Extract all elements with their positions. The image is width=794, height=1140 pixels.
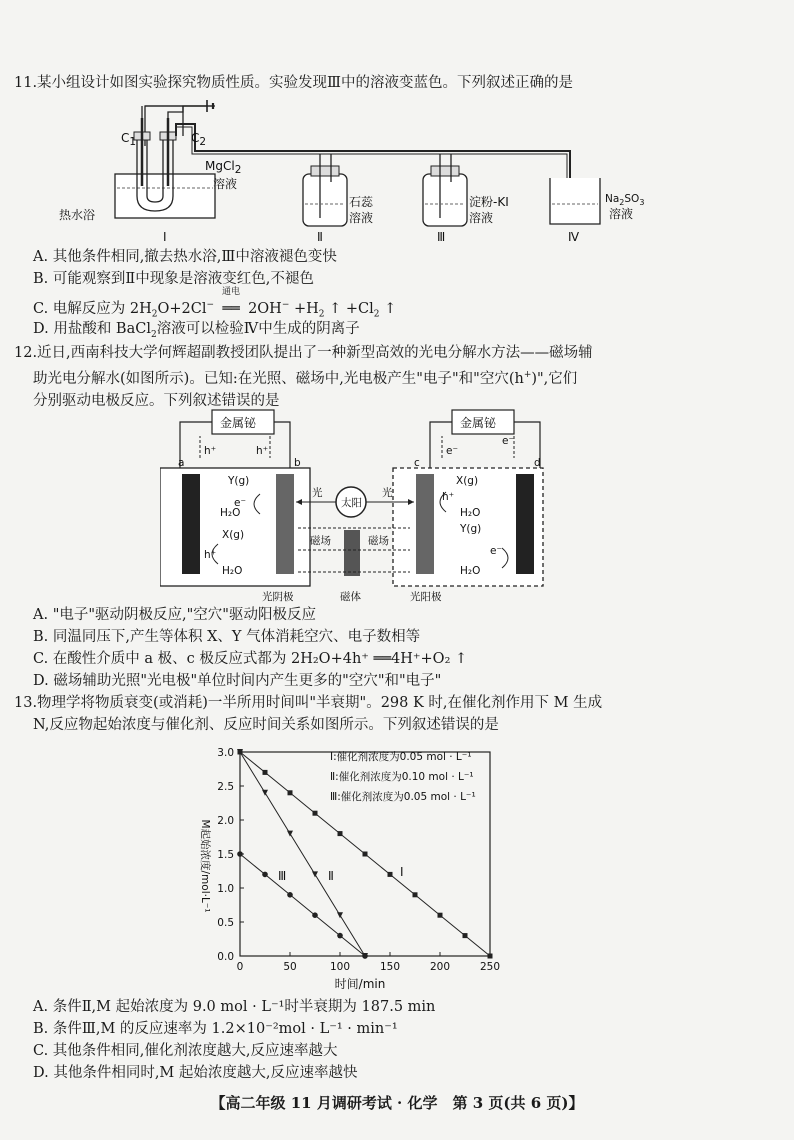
svg-text:溶液: 溶液 (213, 177, 238, 191)
q12-option-b: B. 同温同压下,产生等体积 X、Y 气体消耗空穴、电子数相等 (33, 629, 421, 645)
svg-text:石蕊: 石蕊 (349, 195, 374, 209)
svg-text:热水浴: 热水浴 (59, 208, 96, 222)
data-point-series-1 (363, 852, 368, 857)
svg-text:溶液: 溶液 (349, 211, 374, 225)
data-point-series-1 (338, 831, 343, 836)
svg-text:h⁺: h⁺ (256, 445, 269, 457)
bottle-iii (423, 174, 467, 226)
beaker-iv (550, 178, 600, 224)
data-point-series-3 (312, 912, 318, 918)
q12-option-d: D. 磁场辅助光照"光电极"单位时间内产生更多的"空穴"和"电子" (33, 673, 442, 689)
q12-option-c: C. 在酸性介质中 a 极、c 极反应式都为 2H₂O+4h⁺ ══4H⁺+O₂ ↑ (33, 651, 468, 667)
data-point-series-1 (313, 811, 318, 816)
data-point-series-3 (262, 872, 268, 878)
svg-text:光阴极: 光阴极 (262, 591, 294, 603)
series-label-I: Ⅰ (400, 865, 404, 879)
series-line-3 (240, 854, 365, 956)
svg-text:磁场: 磁场 (310, 535, 331, 547)
data-point-series-3 (287, 892, 293, 898)
svg-text:a: a (178, 457, 185, 469)
svg-text:h⁺: h⁺ (442, 491, 455, 503)
bottle-ii (303, 174, 347, 226)
q12-photoelectrolysis-figure (160, 408, 580, 604)
svg-text:h⁺: h⁺ (204, 549, 217, 561)
legend-item-2: Ⅱ:催化剂浓度为0.10 mol · L⁻¹ (330, 771, 474, 783)
svg-text:d: d (534, 457, 541, 469)
svg-text:C2: C2 (191, 131, 207, 148)
data-point-series-2 (262, 790, 268, 796)
svg-text:Ⅲ: Ⅲ (437, 230, 446, 244)
svg-text:溶液: 溶液 (469, 211, 494, 225)
y-tick-label: 0.0 (217, 951, 234, 963)
svg-text:Y(g): Y(g) (228, 475, 250, 487)
svg-text:磁场: 磁场 (368, 535, 389, 547)
data-point-series-3 (362, 953, 368, 959)
x-tick-label: 0 (236, 961, 244, 973)
svg-text:H₂O: H₂O (222, 565, 243, 577)
q12-stem: 12.近日,西南科技大学何辉超副教授团队提出了一种新型高效的光电分解水方法——磁场辅 助光电分解水(如图所示)。已知:在光照、磁场中,光电极产生"电子"和"空穴(h+)",它们 分别驱动电极反应。下列叙述错误的是 (14, 345, 593, 409)
x-tick-label: 100 (329, 961, 351, 973)
svg-text:Ⅳ: Ⅳ (568, 230, 580, 244)
q13-stem: 13.物理学将物质衰变(或消耗)一半所用时间叫"半衰期"。298 K 时,在催化剂作用下 M 生成 N,反应物起始浓度与催化剂、反应时间关系如图所示。下列叙述错误的是 (14, 695, 603, 733)
q13-option-c: C. 其他条件相同,催化剂浓度越大,反应速率越大 (33, 1043, 338, 1059)
svg-text:H₂O: H₂O (220, 507, 241, 519)
data-point-series-1 (463, 933, 468, 938)
svg-text:溶液: 溶液 (609, 207, 634, 221)
svg-text:MgCl2: MgCl2 (205, 159, 242, 176)
q13-option-b: B. 条件Ⅲ,M 的反应速率为 1.2×10⁻²mol · L⁻¹ · min⁻¹ (33, 1021, 398, 1037)
data-point-series-1 (263, 770, 268, 775)
svg-text:光: 光 (382, 487, 393, 499)
legend-item-3: Ⅲ:催化剂浓度为0.05 mol · L⁻¹ (330, 791, 476, 803)
data-point-series-3 (337, 933, 343, 939)
svg-text:X(g): X(g) (456, 475, 479, 487)
svg-text:e⁻: e⁻ (234, 497, 247, 509)
data-point-series-2 (337, 912, 343, 918)
svg-text:Y(g): Y(g) (460, 523, 482, 535)
data-point-series-1 (288, 790, 293, 795)
q11-option-b: B. 可能观察到Ⅱ中现象是溶液变红色,不褪色 (33, 271, 314, 287)
svg-text:淀粉-KI: 淀粉-KI (469, 195, 509, 209)
svg-text:Ⅰ: Ⅰ (163, 230, 167, 244)
svg-text:H₂O: H₂O (460, 565, 481, 577)
data-point-series-2 (312, 871, 318, 877)
svg-text:C1: C1 (121, 131, 137, 148)
series-label-III: Ⅲ (278, 869, 287, 883)
q13-option-d: D. 其他条件相同时,M 起始浓度越大,反应速率越快 (33, 1065, 358, 1081)
y-tick-label: 2.0 (217, 815, 234, 827)
svg-text:e⁻: e⁻ (490, 545, 503, 557)
x-axis-label: 时间/min (334, 977, 386, 991)
q11-apparatus-figure (55, 96, 695, 246)
q11-option-d: D. 用盐酸和 BaCl$_2$溶液可以检验Ⅳ中生成的阴离子 (33, 321, 360, 340)
svg-text:c: c (414, 457, 420, 469)
q13-concentration-chart (190, 736, 520, 992)
data-point-series-2 (287, 831, 293, 837)
series-label-II: Ⅱ (328, 869, 334, 883)
q11-stem: 11.某小组设计如图实验探究物质性质。实验发现Ⅲ中的溶液变蓝色。下列叙述正确的是 (14, 75, 574, 91)
svg-text:光: 光 (312, 487, 323, 499)
q12-option-a: A. "电子"驱动阴极反应,"空穴"驱动阳极反应 (33, 607, 316, 623)
data-point-series-3 (237, 851, 243, 857)
data-point-series-1 (488, 954, 493, 959)
x-tick-label: 200 (429, 961, 451, 973)
hot-water-bath (115, 174, 215, 218)
x-tick-label: 150 (379, 961, 401, 973)
svg-text:Na2SO3: $Na_2SO_3$ (605, 193, 645, 207)
svg-text:金属铋: 金属铋 (460, 416, 497, 430)
svg-text:磁体: 磁体 (340, 591, 361, 603)
svg-text:e⁻: e⁻ (502, 435, 515, 447)
q13-option-a: A. 条件Ⅱ,M 起始浓度为 9.0 mol · L⁻¹时半衰期为 187.5 min (33, 999, 436, 1015)
q11-option-c: C. 电解反应为 $2H_2O+2Cl^-$ 通电 ══ $2OH^- +H_2$ ↑ $+Cl_2$ ↑ (33, 286, 397, 320)
legend-item-1: Ⅰ:催化剂浓度为0.05 mol · L⁻¹ (330, 751, 472, 763)
electrode-b (276, 474, 294, 574)
svg-text:Ⅱ: Ⅱ (317, 230, 323, 244)
y-tick-label: 2.5 (217, 781, 234, 793)
svg-text:e⁻: e⁻ (446, 445, 459, 457)
svg-text:光阳极: 光阳极 (410, 591, 442, 603)
data-point-series-1 (438, 913, 443, 918)
svg-text:金属铋: 金属铋 (220, 416, 257, 430)
q11-option-a: A. 其他条件相同,撤去热水浴,Ⅲ中溶液褪色变快 (33, 249, 337, 265)
svg-text:H₂O: H₂O (460, 507, 481, 519)
magnet (344, 530, 360, 576)
svg-text:h⁺: h⁺ (204, 445, 217, 457)
svg-text:b: b (294, 457, 301, 469)
y-tick-label: 0.5 (217, 917, 234, 929)
y-tick-label: 3.0 (217, 747, 234, 759)
electrode-c (416, 474, 434, 574)
electrode-d (516, 474, 534, 574)
y-tick-label: 1.0 (217, 883, 234, 895)
y-axis-label: M起始浓度/mol·L⁻¹ (199, 819, 211, 913)
data-point-series-1 (388, 872, 393, 877)
x-tick-label: 250 (479, 961, 501, 973)
electrode-a (182, 474, 200, 574)
x-tick-label: 50 (283, 961, 297, 973)
y-tick-label: 1.5 (217, 849, 234, 861)
svg-text:X(g): X(g) (222, 529, 245, 541)
data-point-series-1 (413, 892, 418, 897)
svg-text:太阳: 太阳 (341, 497, 362, 509)
page-footer: 【高二年级 11 月调研考试 · 化学 第 3 页(共 6 页)】 (210, 1094, 584, 1112)
